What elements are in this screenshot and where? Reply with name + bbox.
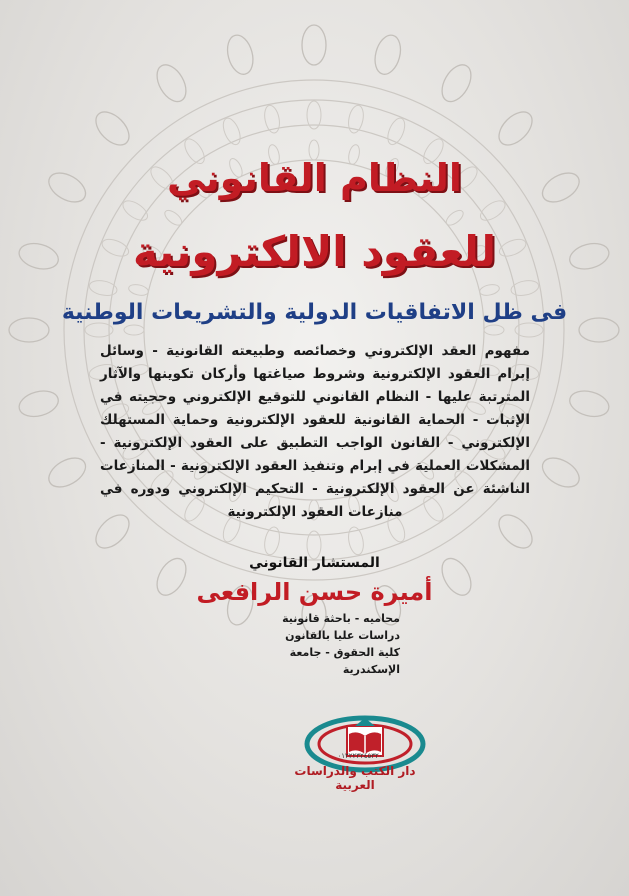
ornament-petal: [371, 32, 405, 77]
author-title: المستشار القانوني: [249, 555, 380, 571]
author-info-line: دراسات عليا بالقانون: [285, 629, 400, 642]
subtitle: فى ظل الاتفاقيات الدولية والتشريعات الوطنية: [61, 300, 568, 325]
author-info-line: محاميه - باحثة قانونية: [282, 612, 400, 625]
ornament-petal: [44, 452, 91, 493]
author-info: [230, 610, 400, 678]
ornament-petal: [90, 106, 135, 151]
title-line-1: النظام القانوني: [167, 156, 462, 200]
ornament-petal: [16, 387, 61, 421]
ornament-petal: [151, 60, 192, 107]
publisher-phone: ٠١٢٢٢٣٢٤٥٣٢٠: [337, 752, 383, 760]
title-line-2: للعقود الالكترونية: [133, 227, 496, 276]
author-name: أميرة حسن الرافعى: [196, 578, 433, 606]
publisher-name: دار الكتب والدراسات العربية: [294, 764, 416, 792]
description: مفهوم العقد الإلكتروني وخصائصه وطبيعته القانونية - وسائل إبرام العقود الإلكترونية وشروط صياغتها وأركان تكوينها والآثار المترتبة عليها - النظام القانوني للتوقيع الإلكتروني وحجيته في الإثبات - الحماية القانونية للعقود الإلكترونية وحماية المستهلك الإلكتروني - القانون الواجب التطبيق على العقود الإلكترونية - المشكلات العملية في إبرام وتنفيذ العقود الإلكترونية - المنازعات الناشئة عن العقود الإلكترونية - التحكيم الإلكتروني ودوره في منازعات العقود الإلكترونية: [100, 343, 530, 520]
ornament-petal: [567, 387, 612, 421]
ornament-petal: [493, 106, 538, 151]
ornament-petal: [436, 60, 477, 107]
ornament-petal: [223, 32, 257, 77]
author-info-line: كلية الحقوق - جامعة الإسكندرية: [289, 646, 400, 676]
ornament-petal: [537, 452, 584, 493]
ornament-petal: [302, 25, 326, 65]
